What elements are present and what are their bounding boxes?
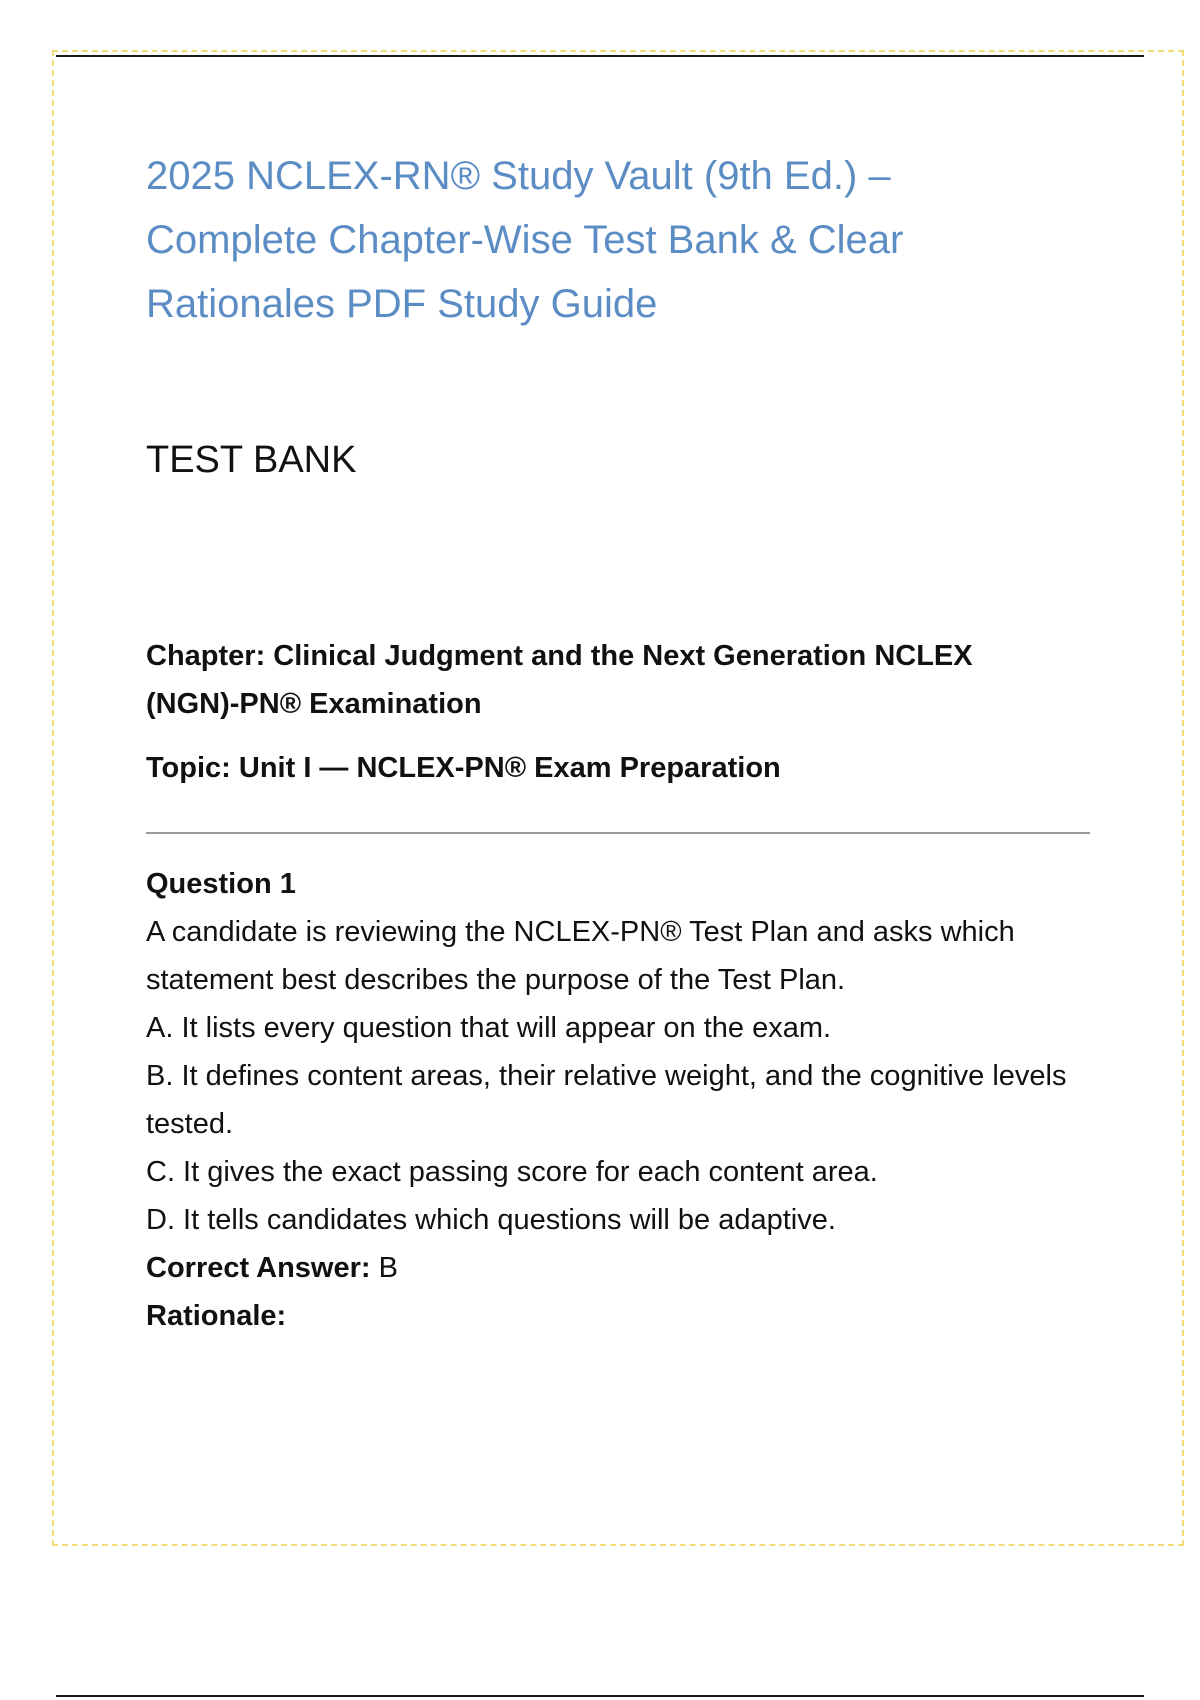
correct-answer-value: B: [378, 1252, 398, 1284]
question-heading: Question 1: [146, 868, 296, 900]
bottom-rule: [56, 1695, 1144, 1697]
correct-answer-line: [146, 1244, 1076, 1292]
question-block: [146, 860, 1076, 1340]
option-b: B. It defines content areas, their relative weight, and the cognitive levels tested.: [146, 1060, 1067, 1140]
topic-heading: Topic: Unit I — NCLEX-PN® Exam Preparation: [146, 752, 781, 784]
document-title: 2025 NCLEX-RN® Study Vault (9th Ed.) – Complete Chapter-Wise Test Bank & Clear Rationales PDF Study Guide: [146, 154, 904, 326]
option-c: C. It gives the exact passing score for each content area.: [146, 1156, 878, 1188]
option-d: D. It tells candidates which questions will be adaptive.: [146, 1204, 836, 1236]
correct-answer-label: Correct Answer:: [146, 1252, 371, 1284]
option-a: A. It lists every question that will appear on the exam.: [146, 1012, 832, 1044]
question-stem: A candidate is reviewing the NCLEX-PN® Test Plan and asks which statement best describes the purpose of the Test Plan.: [146, 916, 1015, 996]
top-rule: [56, 55, 1144, 57]
rationale-label: Rationale:: [146, 1300, 287, 1332]
chapter-heading: Chapter: Clinical Judgment and the Next Generation NCLEX (NGN)-PN® Examination: [146, 640, 973, 720]
document-body: [146, 144, 1096, 1340]
section-label: TEST BANK: [146, 439, 357, 481]
section-divider: [146, 832, 1090, 834]
